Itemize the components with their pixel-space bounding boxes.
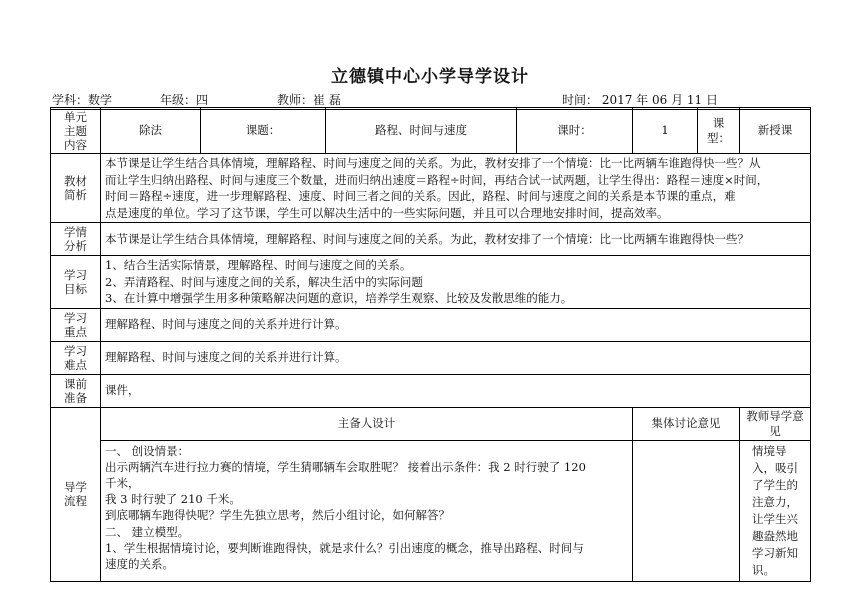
unit-label: 单元 主题 内容 bbox=[51, 108, 101, 154]
col-group-discussion: 集体讨论意见 bbox=[633, 407, 740, 440]
lesson-plan-table bbox=[50, 107, 811, 582]
row-learner-analysis bbox=[51, 223, 811, 256]
hours-label: 课时： bbox=[517, 108, 633, 154]
flow-header-row bbox=[51, 407, 811, 440]
topic-label: 课题： bbox=[201, 108, 326, 154]
row-key-points bbox=[51, 308, 811, 341]
unit-row bbox=[51, 108, 811, 154]
preparation-text: 课件， bbox=[101, 374, 811, 407]
main-design-text: 一、 创设情景： 出示两辆汽车进行拉力赛的情境，学生猜哪辆车会取胜呢？ 接着出示条件：我 2 时行驶了 120 千米， 我 3 时行驶了 210 千米。 到底哪辆车跑得快呢？学生先独立思考，然后小组讨论，如何解答？ 二、 建立模型。 1、学生根据情境讨论，要判断谁跑得快，就是求什么？引出速度的概念，推导出路程、时间与 速度的关系。 bbox=[101, 440, 633, 581]
teacher-field: 教师：崔 磊 bbox=[277, 93, 341, 107]
difficulties-text: 理解路程、时间与速度之间的关系并进行计算。 bbox=[101, 341, 811, 374]
row-label: 课前 准备 bbox=[64, 376, 87, 405]
row-textbook-analysis bbox=[51, 154, 811, 223]
page-title: 立德镇中心小学导学设计 bbox=[331, 67, 529, 87]
row-label: 学习 难点 bbox=[64, 343, 87, 372]
flow-label: 导学 流程 bbox=[64, 480, 87, 508]
learning-goals-text: 1、结合生活实际情景，理解路程、时间与速度之间的关系。 2、弄清路程、时间与速度之间的关系，解决生活中的实际问题 3、在计算中增强学生用多种策略解决问题的意识，培养学生观察、比较及发散思维的能力。 bbox=[101, 256, 811, 309]
flow-body-row bbox=[51, 440, 811, 581]
row-label: 学习 重点 bbox=[64, 310, 87, 339]
row-preparation bbox=[51, 374, 811, 407]
row-label: 学情 分析 bbox=[64, 225, 87, 253]
row-learning-goals bbox=[51, 256, 811, 309]
row-difficulties bbox=[51, 341, 811, 374]
grade-field: 年级：四 bbox=[160, 93, 209, 107]
teacher-guidance-text: 情境导入，吸引了学生的注意力，让学生兴趣盎然地学习新知识。 bbox=[740, 440, 811, 581]
unit-value: 除法 bbox=[101, 108, 201, 154]
key-points-text: 理解路程、时间与速度之间的关系并进行计算。 bbox=[101, 308, 811, 341]
learner-analysis-text: 本节课是让学生结合具体情境，理解路程、时间与速度之间的关系。为此，教材安排了一个情境：比一比两辆车谁跑得快一些？ bbox=[101, 223, 811, 256]
col-main-design: 主备人设计 bbox=[101, 407, 633, 440]
row-label: 学习 目标 bbox=[64, 267, 87, 296]
type-label: 课型： bbox=[698, 108, 740, 154]
row-label: 教材 简析 bbox=[64, 174, 87, 202]
col-teacher-guidance: 教师导学意见 bbox=[740, 407, 811, 440]
hours-value: 1 bbox=[633, 108, 698, 154]
date-field: 时间： 2017 年 06 月 11 日 bbox=[562, 93, 718, 107]
subject-field: 学科：数学 bbox=[52, 93, 113, 107]
topic-value: 路程、时间与速度 bbox=[326, 108, 517, 154]
type-value: 新授课 bbox=[740, 108, 811, 154]
group-discussion-cell bbox=[633, 440, 740, 581]
textbook-analysis-text: 本节课是让学生结合具体情境，理解路程、时间与速度之间的关系。为此，教材安排了一个情境：比一比两辆车谁跑得快一些？从 而让学生归纳出路程、时间与速度三个数量，进而归纳出速度＝路程÷时间，再结合试一试两题，让学生得出：路程＝速度×时间， 时间＝路程÷速度，进一步理解路程、速度、时间三者之间的关系。因此，路程、时间与速度之间的关系是本节课的重点，难 点是速度的单位。学习了这节课，学生可以解决生活中的一些实际问题，并且可以合理地安排时间，提高效率。 bbox=[101, 154, 811, 223]
